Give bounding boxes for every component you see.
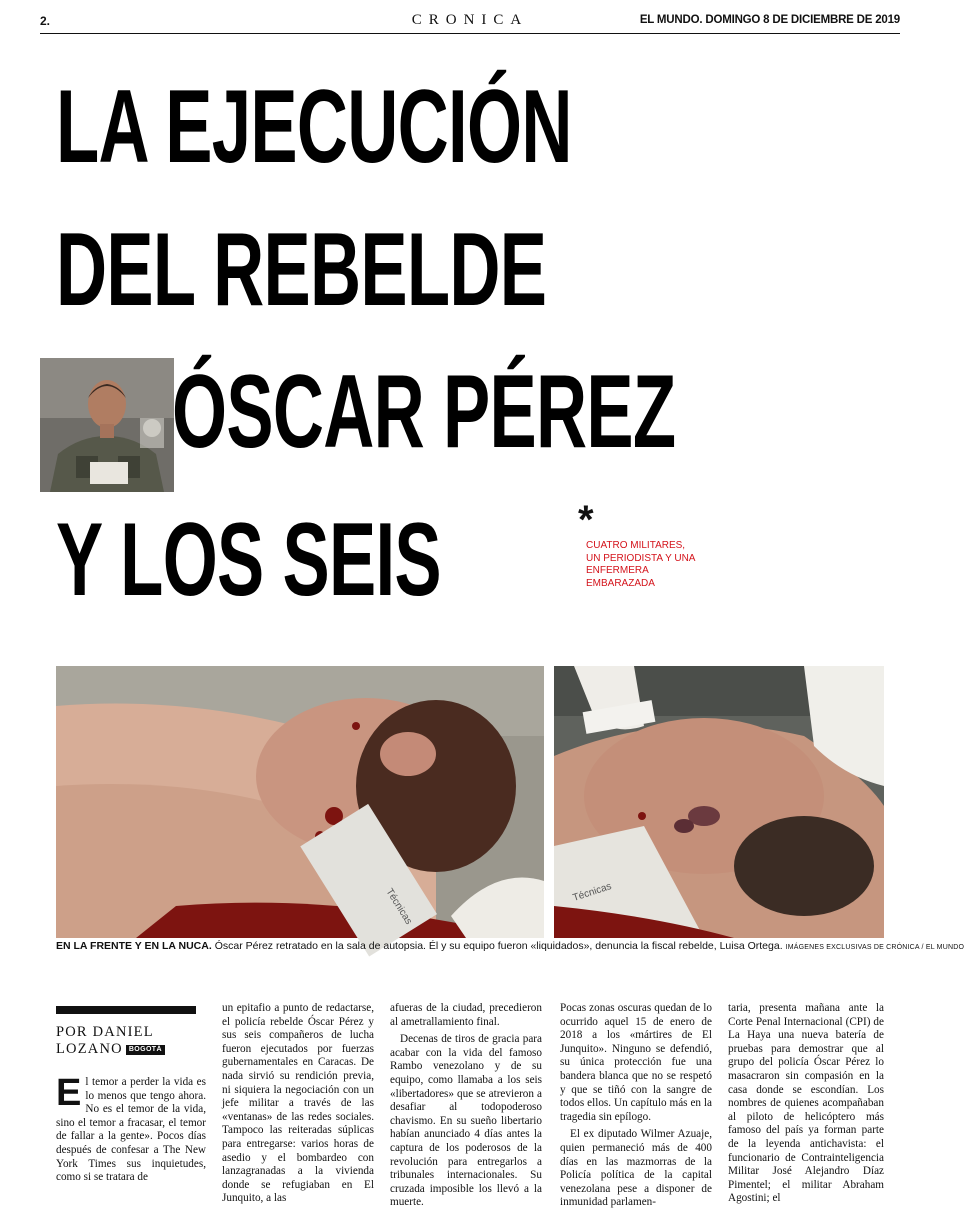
column-3-paragraph-2: Decenas de tiros de gracia para acabar con la vida del famoso Rambo venezolano y de su equipo, como llamaba a los seis «libertadores» que se atrevieron a desafiar al todopoderoso chavismo. En su sueño libertario habían anunciado 4 días antes la captura de los poderosos de la revolución para entregarlos a tribunales internacionales. Su cruzada imposible los llevó a la muerte. xyxy=(390,1033,542,1209)
byline xyxy=(56,1024,206,1058)
section-title: CRONICA xyxy=(411,12,529,28)
column-3-paragraph-1: afueras de la ciudad, precedieron al ametrallamiento final. xyxy=(390,1002,542,1028)
body-column-1 xyxy=(56,1072,206,1186)
caption-credit: IMÁGENES EXCLUSIVAS DE CRÓNICA / EL MUNDO xyxy=(785,944,964,951)
column-5-text: taria, presenta mañana ante la Corte Penal Internacional (CPI) de La Haya una nueva batería de pruebas para demostrar que al grupo del policía Óscar Pérez lo masacraron sin compasión en la casa donde se escondían. Los nombres de quienes acompañaban al piloto de helicóptero más famoso del país ya forman parte de la leyenda antichavista: el funcionario de Contrainteligencia Militar José Alejandro Díaz Pimentel; el militar Abraham Agostini; el xyxy=(728,1002,884,1205)
caption-head: EN LA FRENTE Y EN LA NUCA. xyxy=(56,940,212,952)
headline-line-3: ÓSCAR PÉREZ xyxy=(172,354,676,470)
body-column-4 xyxy=(560,1002,712,1209)
headline-kicker: CUATRO MILITARES, UN PERIODISTA Y UNA ENFERMERA EMBARAZADA xyxy=(586,540,695,589)
drop-cap: E xyxy=(56,1072,82,1114)
column-4-paragraph-2: El ex diputado Wilmer Azuaje, quien permaneció más de 400 días en las mazmorras de la Policía política de la capital venezolana pese a disponer de inmunidad parlamen- xyxy=(560,1128,712,1209)
column-4-paragraph-1: Pocas zonas oscuras quedan de lo ocurrido aquel 15 de enero de 2018 a los «mártires de El Junquito». Ninguno se defendió, su única protección fue una bandera blanca que no se respetó y que se tiñó con la sangre de todos ellos. Un capítulo más en la tragedia sin epílogo. xyxy=(560,1002,712,1123)
date-line: EL MUNDO. DOMINGO 8 DE DICIEMBRE DE 2019 xyxy=(639,14,900,26)
headline-line-4: Y LOS SEIS xyxy=(56,502,441,618)
photo-label-right: Técnicas xyxy=(571,881,613,904)
headline-asterisk: * xyxy=(578,498,594,542)
column-2-text: un epitafio a punto de redactarse, el policía rebelde Óscar Pérez y sus seis compañeros de lucha fueron ejecutados por fuerzas gubernamentales en Caracas. De nada sirvió su rendición previa, ni siquiera la negociación con un jefe militar a través de las «ventanas» de las redes sociales. Tampoco las reiteradas súplicas para entregarse: varios horas de asedio y el bombardeo con lanzagranadas a la vivienda donde se refugiaban en El Junquito, a las xyxy=(222,1002,374,1205)
caption-text: Óscar Pérez retratado en la sala de autopsia. Él y su equipo fueron «liquidados», denuncia la fiscal rebelde, Luisa Ortega. xyxy=(214,940,783,952)
photo-label-left: Técnicas xyxy=(383,886,414,927)
byline-city: BOGOTÁ xyxy=(126,1045,165,1055)
column-1-text: l temor a perder la vida es lo menos que tengo ahora. No es el temor de la vida, sino el temor a fracasar, el temor de fallar a la gente». Pocos días después de confesar a The New York Times sus inquietudes, como si se tratara de xyxy=(56,1076,206,1184)
portrait-photo xyxy=(40,358,174,492)
byline-name: LOZANO xyxy=(56,1041,123,1058)
photo-caption xyxy=(56,940,964,954)
autopsy-photo-left xyxy=(56,666,544,938)
page-number: 2. xyxy=(40,14,51,28)
body-column-5 xyxy=(728,1002,884,1205)
body-column-2 xyxy=(222,1002,374,1205)
headline-line-1: LA EJECUCIÓN xyxy=(56,69,572,185)
folio-bar xyxy=(40,12,900,34)
byline-prefix: POR DANIEL xyxy=(56,1024,154,1040)
body-column-3 xyxy=(390,1002,542,1209)
autopsy-photo-right xyxy=(554,666,884,938)
headline-line-2: DEL REBELDE xyxy=(56,212,547,328)
byline-rule xyxy=(56,1006,196,1014)
